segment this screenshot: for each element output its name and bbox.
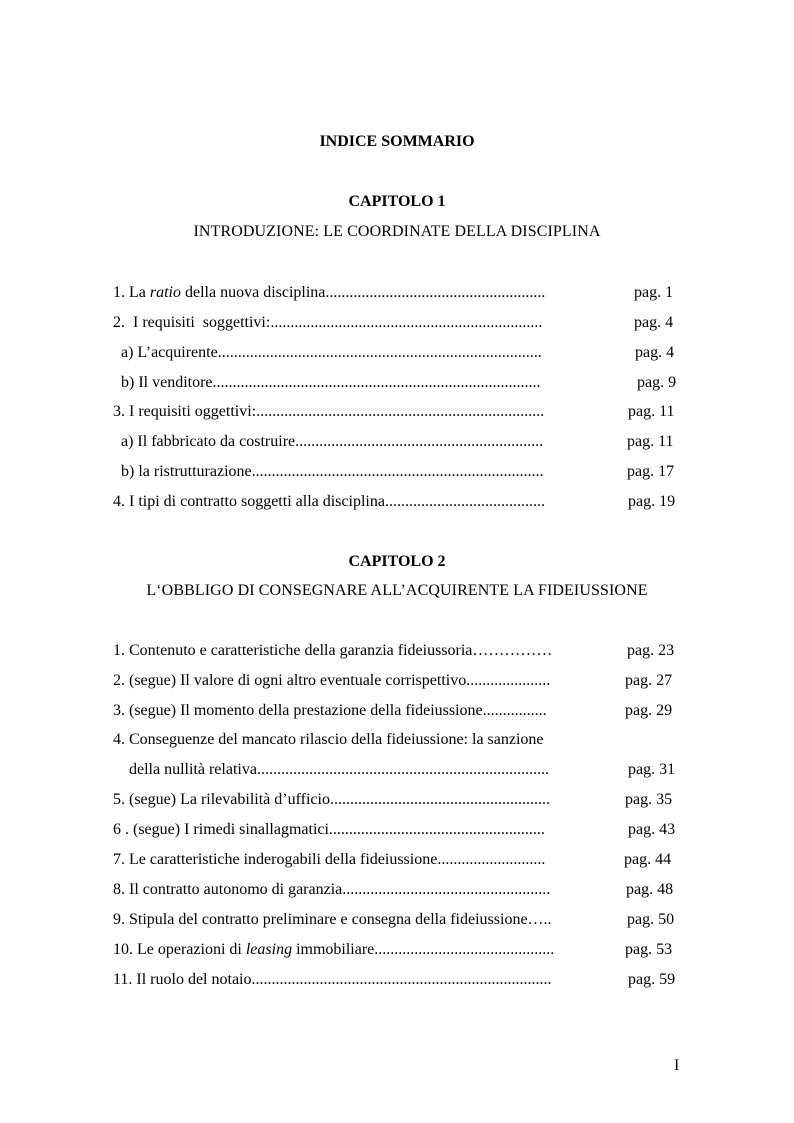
toc-entry[interactable] bbox=[113, 791, 683, 813]
entry-page: pag. 53 bbox=[625, 941, 673, 958]
entry-text: b) Il venditore.................................................................................. bbox=[113, 374, 541, 391]
entry-text: 3. (segue) Il momento della prestazione della fideiussione................ bbox=[113, 702, 547, 719]
entry-text: a) Il fabbricato da costruire.............................................................. bbox=[113, 433, 544, 450]
toc-entry[interactable] bbox=[113, 642, 683, 664]
toc-entry[interactable] bbox=[113, 344, 683, 366]
toc-entry[interactable] bbox=[113, 702, 683, 724]
entry-text: della nullità relativa......................................................................... bbox=[113, 761, 549, 778]
entry-page: pag. 27 bbox=[625, 672, 673, 689]
toc-entry[interactable] bbox=[113, 284, 683, 306]
chapter-1-label: CAPITOLO 1 bbox=[348, 193, 446, 210]
entry-text: 2. (segue) Il valore di ogni altro eventuale corrispettivo..................... bbox=[113, 672, 551, 689]
entry-page: pag. 1 bbox=[634, 284, 674, 301]
toc-entry[interactable] bbox=[113, 463, 683, 485]
entry-text: 9. Stipula del contratto preliminare e consegna della fideiussione….. bbox=[113, 911, 552, 928]
toc-entry[interactable] bbox=[113, 821, 683, 843]
entry-text: 4. Conseguenze del mancato rilascio della fideiussione: la sanzione bbox=[113, 731, 544, 748]
toc-entry[interactable] bbox=[113, 493, 683, 515]
entry-text: della nuova disciplina....................................................... bbox=[181, 284, 546, 301]
toc-entry[interactable] bbox=[113, 971, 683, 993]
entry-page: pag. 44 bbox=[624, 851, 672, 868]
entry-page: pag. 43 bbox=[628, 821, 676, 838]
entry-text: 1. La bbox=[113, 284, 150, 301]
entry-page: pag. 48 bbox=[626, 881, 674, 898]
entry-text: 3. I requisiti oggettivi:........................................................................ bbox=[113, 403, 545, 420]
entry-text: 11. Il ruolo del notaio........................................................................... bbox=[113, 971, 552, 988]
toc-entry[interactable] bbox=[113, 433, 683, 455]
entry-text: 2. I requisiti soggettivi:.................................................................... bbox=[113, 314, 543, 331]
entry-page: pag. 23 bbox=[627, 642, 675, 659]
entry-text: 1. Contenuto e caratteristiche della garanzia fideiussoria…………… bbox=[113, 642, 553, 659]
entry-page: pag. 35 bbox=[625, 791, 673, 808]
entry-page: pag. 4 bbox=[634, 314, 674, 331]
entry-text-italic: leasing bbox=[245, 941, 293, 958]
toc-entry[interactable] bbox=[113, 941, 683, 963]
document-title: INDICE SOMMARIO bbox=[319, 133, 475, 150]
toc-entry[interactable] bbox=[113, 851, 683, 873]
entry-page: pag. 11 bbox=[627, 433, 674, 450]
toc-entry[interactable] bbox=[113, 881, 683, 903]
chapter-2-subtitle: L‘OBBLIGO DI CONSEGNARE ALL’ACQUIRENTE LA FIDEIUSSIONE bbox=[146, 582, 648, 599]
entry-text: 7. Le caratteristiche inderogabili della fideiussione........................... bbox=[113, 851, 546, 868]
entry-page: pag. 19 bbox=[628, 493, 676, 510]
entry-page: pag. 11 bbox=[628, 403, 675, 420]
entry-text: immobiliare............................................. bbox=[292, 941, 555, 958]
entry-page: pag. 29 bbox=[625, 702, 673, 719]
entry-text: 10. Le operazioni di bbox=[113, 941, 246, 958]
chapter-1-subtitle: INTRODUZIONE: LE COORDINATE DELLA DISCIPLINA bbox=[193, 223, 601, 240]
entry-text: b) la ristrutturazione......................................................................... bbox=[113, 463, 544, 480]
toc-entry[interactable] bbox=[113, 672, 683, 694]
entry-page: pag. 4 bbox=[635, 344, 675, 361]
entry-text: 5. (segue) La rilevabilità d’ufficio....................................................... bbox=[113, 791, 550, 808]
entry-text: 6 . (segue) I rimedi sinallagmatici...................................................... bbox=[113, 821, 545, 838]
entry-page: pag. 31 bbox=[628, 761, 676, 778]
entry-text: a) L’acquirente................................................................................. bbox=[113, 344, 542, 361]
toc-entry[interactable] bbox=[113, 403, 683, 425]
entry-page: pag. 9 bbox=[637, 374, 677, 391]
entry-page: pag. 50 bbox=[627, 911, 675, 928]
entry-page: pag. 59 bbox=[628, 971, 676, 988]
chapter-2-label: CAPITOLO 2 bbox=[348, 553, 446, 570]
toc-entry[interactable] bbox=[113, 911, 683, 933]
toc-entry[interactable] bbox=[113, 731, 683, 753]
toc-entry[interactable] bbox=[113, 314, 683, 336]
toc-entry[interactable] bbox=[113, 374, 683, 396]
entry-text-italic: ratio bbox=[149, 284, 181, 301]
page-number: I bbox=[674, 1057, 680, 1074]
entry-text: 8. Il contratto autonomo di garanzia.................................................... bbox=[113, 881, 551, 898]
entry-text: 4. I tipi di contratto soggetti alla disciplina........................................ bbox=[113, 493, 545, 510]
entry-page: pag. 17 bbox=[627, 463, 675, 480]
toc-entry[interactable] bbox=[113, 761, 683, 783]
